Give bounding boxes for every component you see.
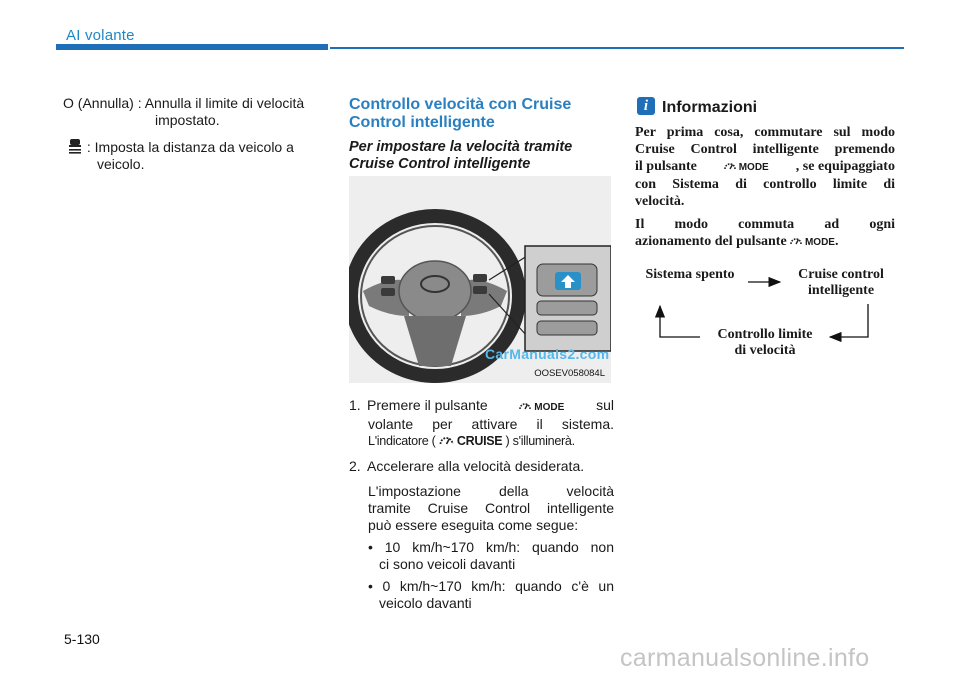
mode-button-icon-info bbox=[724, 159, 769, 176]
info-p2-line2-b: . bbox=[834, 234, 839, 249]
step-2-text: Accelerare alla velocità desiderata. bbox=[367, 458, 585, 474]
vehicle-distance-icon bbox=[67, 138, 83, 154]
section-heading-line1: Controllo velocità con Cruise bbox=[349, 96, 572, 113]
info-p1-line3-a: il pulsante bbox=[635, 159, 697, 174]
section-title: AI volante bbox=[66, 27, 135, 44]
para-line3: può essere eseguita come segue: bbox=[368, 517, 579, 533]
mode-button-icon bbox=[519, 399, 564, 416]
step-1-text-a: Premere il pulsante bbox=[367, 397, 488, 413]
left-column bbox=[63, 95, 331, 173]
steps bbox=[349, 397, 614, 612]
mode-button-icon-info-2 bbox=[790, 237, 835, 248]
info-p1-line3-b: , se equipaggiato bbox=[795, 159, 895, 174]
mode-label: MODE bbox=[534, 402, 565, 413]
watermark-text: CarManuals2.com bbox=[485, 346, 610, 362]
bullet-1-line2: ci sono veicoli davanti bbox=[379, 556, 516, 572]
step-1-text-b: sul bbox=[596, 397, 614, 413]
distance-line: : Imposta la distanza da veicolo a bbox=[86, 139, 294, 155]
header-rule bbox=[330, 47, 904, 49]
steering-wheel-figure bbox=[349, 176, 611, 383]
state-speed-limit bbox=[700, 327, 830, 359]
bullet-1-line1: • 10 km/h~170 km/h: quando non bbox=[368, 539, 614, 555]
info-p1-line5: velocità. bbox=[635, 194, 685, 209]
subheading-line2: Cruise Control intelligente bbox=[349, 156, 531, 172]
cancel-line-cont: impostato. bbox=[155, 112, 220, 128]
page-number: 5-130 bbox=[64, 631, 100, 647]
info-body bbox=[635, 124, 895, 257]
state-smart-cruise-line1: Cruise control bbox=[798, 267, 884, 282]
step-1-number: 1. bbox=[349, 397, 361, 413]
state-smart-cruise bbox=[782, 267, 900, 299]
state-speed-limit-line1: Controllo limite bbox=[717, 327, 813, 342]
step-1-line3-a: L'indicatore ( bbox=[368, 434, 436, 448]
para-line2: tramite Cruise Control intelligente bbox=[368, 500, 614, 516]
header-bar bbox=[56, 44, 328, 50]
info-paragraph-1 bbox=[635, 124, 895, 210]
state-system-off: Sistema spento bbox=[645, 267, 735, 282]
info-p1-line4: con Sistema di controllo limite di bbox=[635, 177, 895, 192]
state-smart-cruise-line2: intelligente bbox=[807, 283, 875, 298]
section-heading bbox=[349, 96, 614, 132]
mode-cycle-diagram bbox=[630, 264, 910, 374]
distance-line-cont: veicolo. bbox=[97, 156, 145, 172]
info-p1-line1: Per prima cosa, commutare sul modo bbox=[635, 125, 895, 140]
distance-item bbox=[63, 138, 331, 173]
figure-code: OOSEV058084L bbox=[534, 368, 605, 379]
state-speed-limit-line2: di velocità bbox=[734, 343, 796, 358]
info-title: Informazioni bbox=[662, 99, 758, 116]
info-icon: i bbox=[637, 97, 655, 115]
mode-label-info-2: MODE bbox=[804, 237, 835, 248]
subheading-line1: Per impostare la velocità tramite bbox=[349, 139, 573, 155]
info-p1-line3 bbox=[635, 158, 895, 176]
info-paragraph-2 bbox=[635, 216, 895, 251]
subheading bbox=[349, 139, 614, 173]
para-line1: L'impostazione della velocità bbox=[368, 483, 614, 499]
cruise-label: CRUISE bbox=[456, 434, 503, 448]
info-p2-line2 bbox=[635, 233, 895, 251]
step-1-line2: volante per attivare il sistema. bbox=[368, 416, 614, 432]
step-1-line3 bbox=[349, 433, 614, 450]
step-1-line3-b: ) s'illuminerà. bbox=[505, 434, 575, 448]
cancel-line: O (Annulla) : Annulla il limite di velocità bbox=[63, 95, 305, 111]
step-1 bbox=[349, 397, 614, 416]
info-p2-line1: Il modo commuta ad ogni bbox=[635, 217, 895, 232]
mode-label-info-1: MODE bbox=[738, 162, 769, 173]
bullet-2-line1: • 0 km/h~170 km/h: quando c'è un bbox=[368, 578, 614, 594]
info-p2-line2-a: azionamento del pulsante bbox=[635, 234, 787, 249]
footer-site-watermark: carmanualsonline.info bbox=[620, 644, 870, 672]
bullet-2-line2: veicolo davanti bbox=[379, 595, 472, 611]
step-2 bbox=[349, 458, 614, 475]
section-heading-line2: Control intelligente bbox=[349, 114, 495, 131]
cruise-indicator-icon bbox=[439, 434, 506, 448]
info-p1-line2: Cruise Control intelligente premendo bbox=[635, 142, 895, 157]
step-2-number: 2. bbox=[349, 458, 361, 474]
